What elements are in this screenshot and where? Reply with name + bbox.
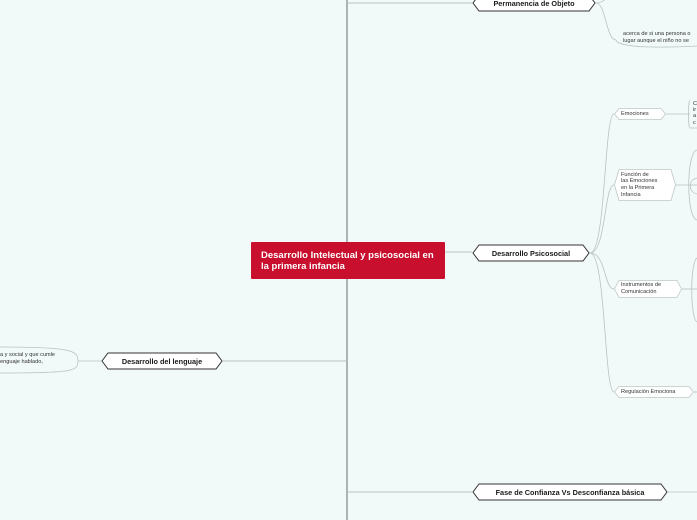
branch-fase-de-confianza[interactable] [472,483,668,501]
branch-desarrollo-del-lenguaje[interactable] [101,352,223,370]
branch-permanencia-label: Permanencia de Objeto [493,0,575,8]
instrumentos-line-2: Comunicación [621,289,657,295]
instrumentos-line-1: Instrumentos de [621,282,662,289]
branch-psicosocial-label: Desarrollo Psicosocial [491,248,571,258]
subtopic-emociones-label: Emociones [621,110,649,117]
leaf-lenguaje-line-2: enguaje hablado, [0,358,43,365]
link-regulacion [590,253,614,392]
funcion-line-4: Infancia [621,191,641,198]
subtopic-regulacion-emocional[interactable] [614,386,694,398]
subtopic-funcion-emociones[interactable] [614,169,676,201]
link-instrumentos [590,253,614,289]
leaf-emociones-line-2: ir [693,107,697,114]
leaf-permanencia-line-1: acerca de si una persona o [623,31,691,37]
leaf-emociones-line-1: C [693,101,697,107]
leaf-emociones-text[interactable] [693,101,697,126]
branch-permanencia-de-objeto[interactable] [472,0,596,12]
funcion-line-1: Función de [621,171,649,178]
leaf-emociones-line-3: a [693,113,697,120]
leaf-permanencia-text[interactable] [623,31,690,44]
branch-lenguaje-label: Desarrollo del lenguaje [121,356,203,366]
leaf-permanencia-line-2: lugar aunque el niño no se [623,37,689,44]
subtopic-regulacion-label: Regulación Emociona [621,388,676,395]
link-permanencia-up [596,0,610,3]
link-funcion [590,185,614,253]
central-topic[interactable] [251,242,445,279]
funcion-line-2: las Emociones [621,178,658,185]
branch-confianza-label: Fase de Confianza Vs Desconfianza básica [495,487,645,497]
link-permanencia-leaf [596,3,616,40]
leaf-lenguaje-line-1: a y social y que cumle [0,352,56,358]
central-topic-label: Desarrollo Intelectual y psicosocial en la primera infancia [261,250,434,272]
link-instrumentos-fan [692,258,697,322]
leaf-emociones-line-4: c [693,119,696,126]
subtopic-emociones[interactable] [614,108,666,120]
link-funcion-fan-2 [690,178,697,194]
leaf-lenguaje-text[interactable] [0,352,55,365]
funcion-line-3: en la Primera [621,185,655,191]
subtopic-instrumentos-comunicacion[interactable] [614,280,682,298]
branch-desarrollo-psicosocial[interactable] [472,244,590,262]
